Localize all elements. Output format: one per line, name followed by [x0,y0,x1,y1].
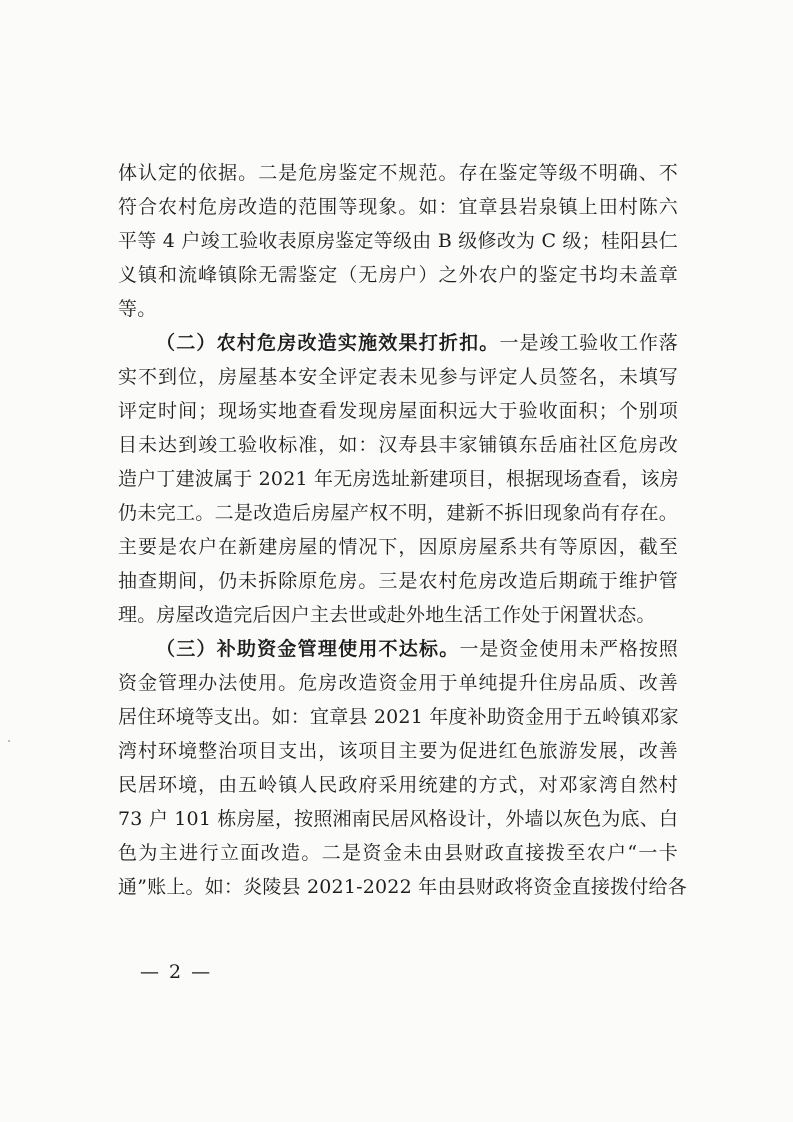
page-number: — 2 — [140,961,213,983]
text-line: 体认定的依据。二是危房鉴定不规范。存在鉴定等级不明确、不 [118,162,678,184]
section-text: 一是竣工验收工作落 [499,332,678,354]
text-line: 评定时间；现场实地查看发现房屋面积远大于验收面积；个别项 [118,400,678,422]
text-line: 色为主进行立面改造。二是资金未由县财政直接拨至农户“一卡 [118,842,678,864]
text-line: 理。房屋改造完后因户主去世或赴外地生活工作处于闲置状态。 [118,604,656,626]
text-line: 资金管理办法使用。危房改造资金用于单纯提升住房品质、改善 [118,672,678,694]
section-heading-2: （二）农村危房改造实施效果打折扣。 [156,332,500,354]
text-line: 通”账上。如：炎陵县 2021-2022 年由县财政将资金直接拨付给各 [118,876,687,898]
section-line [118,326,678,360]
section-line [118,632,678,666]
text-line: 造户丁建波属于 2021 年无房选址新建项目，根据现场查看，该房 [118,468,679,490]
section-text: 一是资金使用未严格按照 [459,638,678,660]
text-line: 民居环境，由五岭镇人民政府采用统建的方式，对邓家湾自然村 [118,774,678,796]
text-line: 居住环境等支出。如：宜章县 2021 年度补助资金用于五岭镇邓家 [118,706,679,728]
text-line: 抽查期间，仍未拆除原危房。三是农村危房改造后期疏于维护管 [118,570,678,592]
text-line: 义镇和流峰镇除无需鉴定（无房户）之外农户的鉴定书均未盖章 [118,264,678,286]
body-text [118,156,687,904]
text-line: 73 户 101 栋房屋，按照湘南民居风格设计，外墙以灰色为底、白 [118,808,679,830]
text-line: 主要是农户在新建房屋的情况下，因原房屋系共有等原因，截至 [118,536,678,558]
text-line: 符合农村危房改造的范围等现象。如：宜章县岩泉镇上田村陈六 [118,196,678,218]
text-line: 平等 4 户竣工验收表原房鉴定等级由 B 级修改为 C 级；桂阳县仁 [118,230,678,252]
text-line: 实不到位，房屋基本安全评定表未见参与评定人员签名，未填写 [118,366,678,388]
scan-speck [8,740,10,742]
text-line: 湾村环境整治项目支出，该项目主要为促进红色旅游发展，改善 [118,740,678,762]
text-line: 等。 [118,298,157,320]
text-line: 目未达到竣工验收标准，如：汉寿县丰家铺镇东岳庙社区危房改 [118,434,678,456]
text-line: 仍未完工。二是改造后房屋产权不明，建新不拆旧现象尚有存在。 [118,502,678,524]
section-heading-3: （三）补助资金管理使用不达标。 [156,638,460,660]
